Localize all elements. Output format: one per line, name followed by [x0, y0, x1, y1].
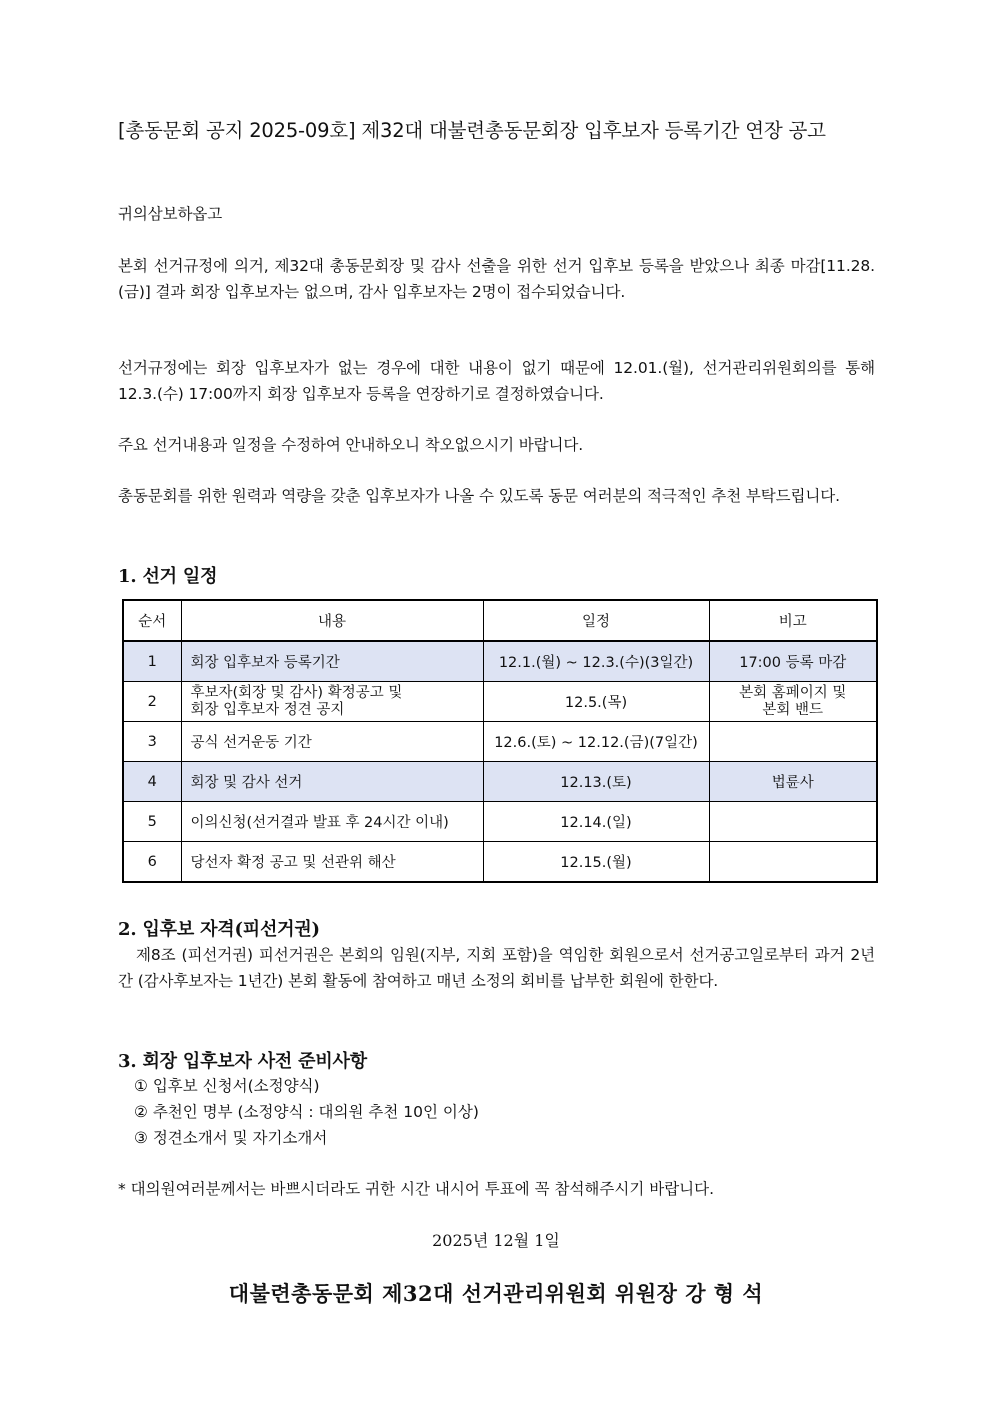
header-date: 일정 [483, 600, 709, 641]
row-note [709, 842, 877, 883]
row-number: 5 [123, 802, 181, 842]
row-content-line: 회장 입후보자 정견 공지 [190, 701, 345, 718]
row-content [181, 682, 483, 722]
greeting: 귀의삼보하옵고 [118, 205, 223, 223]
list-item: ② 추천인 명부 (소정양식 : 대의원 추천 10인 이상) [134, 1103, 479, 1121]
table-row [123, 842, 877, 883]
header-content: 내용 [181, 600, 483, 641]
row-content: 공식 선거운동 기간 [181, 722, 483, 762]
row-number: 1 [123, 641, 181, 682]
issue-date: 2025년 12월 1일 [432, 1231, 560, 1250]
section-1-heading: 1. 선거 일정 [118, 566, 218, 587]
row-number: 3 [123, 722, 181, 762]
paragraph-2: 선거규정에는 회장 입후보자가 없는 경우에 대한 내용이 없기 때문에 12.01.(월), 선거관리위원회의를 통해 12.3.(수) 17:00까지 회장 입후보자 등록을 연장하기로 결정하였습니다. [118, 359, 875, 403]
paragraph-3: 주요 선거내용과 일정을 수정하여 안내하오니 착오없으시기 바랍니다. [118, 436, 584, 454]
row-content: 당선자 확정 공고 및 선관위 해산 [181, 842, 483, 883]
signature-line: 대불련총동문회 제32대 선거관리위원회 위원장 강 형 석 [228, 1281, 764, 1306]
list-item: ① 입후보 신청서(소정양식) [134, 1077, 320, 1095]
section-2-heading: 2. 입후보 자격(피선거권) [118, 919, 320, 940]
row-note-line: 본회 홈페이지 및 [739, 684, 847, 701]
table-header-row [123, 600, 877, 641]
notice-title: [총동문회 공지 2025-09호] 제32대 대불련총동문회장 입후보자 등록기간 연장 공고 [118, 119, 826, 142]
row-content: 이의신청(선거결과 발표 후 24시간 이내) [181, 802, 483, 842]
table-row [123, 762, 877, 802]
row-content-line: 후보자(회장 및 감사) 확정공고 및 [190, 684, 403, 701]
row-note: 법륜사 [709, 762, 877, 802]
row-note: 17:00 등록 마감 [709, 641, 877, 682]
row-date: 12.14.(일) [483, 802, 709, 842]
table-row [123, 802, 877, 842]
header-order: 순서 [123, 600, 181, 641]
row-number: 2 [123, 682, 181, 722]
list-item: ③ 정견소개서 및 자기소개서 [134, 1129, 328, 1147]
section-2-text: 제8조 (피선거권) 피선거권은 본회의 임원(지부, 지회 포함)을 역임한 회원으로서 선거공고일로부터 과거 2년간 (감사후보자는 1년간) 본회 활동에 참여하고 매년 소정의 회비를 납부한 회원에 한한다. [118, 946, 875, 990]
table-row [123, 682, 877, 722]
row-content: 회장 입후보자 등록기간 [181, 641, 483, 682]
table-row [123, 641, 877, 682]
section-3-heading: 3. 회장 입후보자 사전 준비사항 [118, 1051, 367, 1072]
row-note [709, 682, 877, 722]
paragraph-1: 본회 선거규정에 의거, 제32대 총동문회장 및 감사 선출을 위한 선거 입후보 등록을 받았으나 최종 마감[11.28.(금)] 결과 회장 입후보자는 없으며, 감사 입후보자는 2명이 접수되었습니다. [118, 257, 875, 301]
row-content: 회장 및 감사 선거 [181, 762, 483, 802]
row-note [709, 722, 877, 762]
election-schedule-table [122, 599, 878, 883]
voting-note: * 대의원여러분께서는 바쁘시더라도 귀한 시간 내시어 투표에 꼭 참석해주시기 바랍니다. [118, 1180, 715, 1198]
header-note: 비고 [709, 600, 877, 641]
row-note [709, 802, 877, 842]
row-date: 12.5.(목) [483, 682, 709, 722]
row-number: 6 [123, 842, 181, 883]
row-number: 4 [123, 762, 181, 802]
row-date: 12.6.(토) ~ 12.12.(금)(7일간) [483, 722, 709, 762]
row-date: 12.13.(토) [483, 762, 709, 802]
paragraph-4: 총동문회를 위한 원력과 역량을 갖춘 입후보자가 나올 수 있도록 동문 여러분의 적극적인 추천 부탁드립니다. [118, 487, 840, 505]
row-note-line: 본회 밴드 [762, 701, 824, 718]
row-date: 12.1.(월) ~ 12.3.(수)(3일간) [483, 641, 709, 682]
row-date: 12.15.(월) [483, 842, 709, 883]
table-row [123, 722, 877, 762]
